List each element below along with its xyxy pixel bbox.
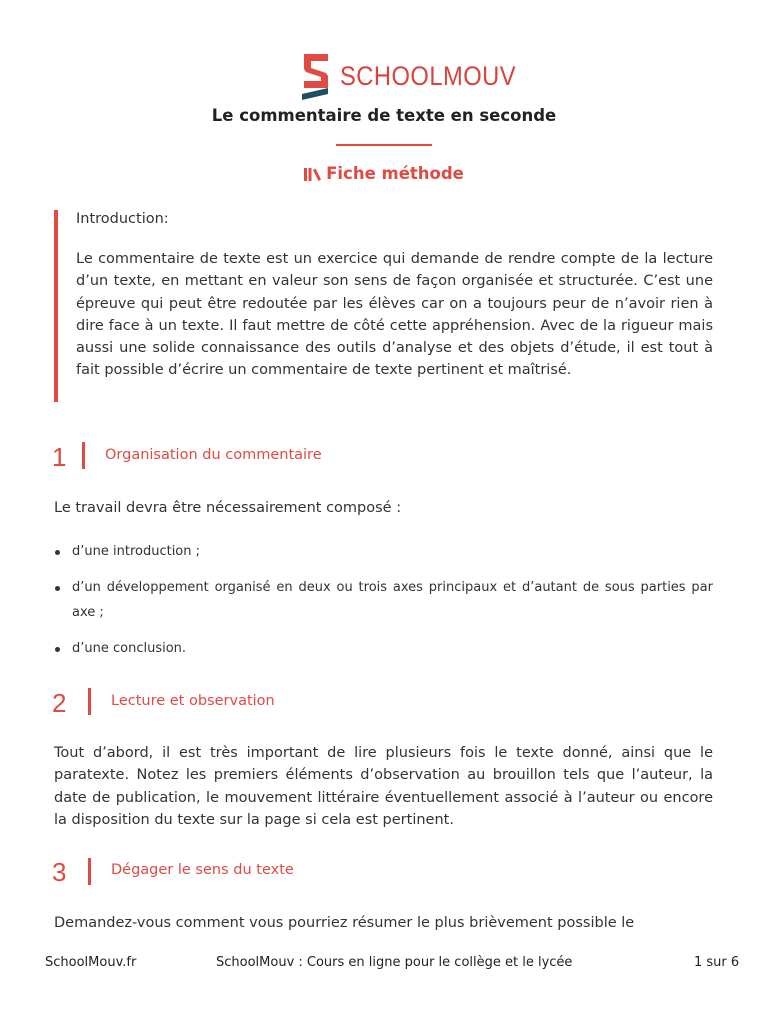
section-1-title: Organisation du commentaire bbox=[105, 447, 322, 463]
logo-s-mark-icon bbox=[298, 52, 332, 102]
section-3-bar bbox=[88, 858, 91, 885]
footer-tagline: SchoolMouv : Cours en ligne pour le collège et le lycée bbox=[216, 955, 573, 970]
section-2-text: Tout d’abord, il est très important de lire plusieurs fois le texte donné, ainsi que le paratexte. Notez les premiers éléments d’observation au brouillon tels que l’auteur, la date de publication, le mouvement littéraire éventuellement associé à l’auteur ou encore la disposition du texte sur la page si cela est pertinent. bbox=[54, 745, 713, 828]
footer-site-link[interactable]: SchoolMouv.fr bbox=[45, 955, 137, 970]
section-2-number: 2 bbox=[52, 688, 67, 718]
section-2-bar bbox=[88, 688, 91, 715]
page-indicator: 1 sur 6 bbox=[694, 955, 740, 970]
intro-label: Introduction: bbox=[76, 211, 169, 227]
intro-text: Le commentaire de texte est un exercice qui demande de rendre compte de la lecture d’un texte, en mettant en valeur son sens de façon organisée et structurée. C’est une épreuve qui peut être redoutée par les élèves car on a toujours peur de n’avoir rien à dire face à un texte. Il faut mettre de côté cette appréhension. Avec de la rigueur mais aussi une solide connaissance des outils d’analyse et des objets d’étude, il est tout à fait possible d’écrire un commentaire de texte pertinent et maîtrisé. bbox=[76, 251, 713, 379]
section-3-text: Demandez-vous comment vous pourriez résumer le plus brièvement possible le bbox=[54, 915, 635, 931]
section-3-title: Dégager le sens du texte bbox=[111, 862, 294, 878]
list-item: d’une conclusion. bbox=[54, 636, 713, 661]
section-1-text: Le travail devra être nécessairement composé : bbox=[54, 500, 402, 516]
books-icon bbox=[304, 167, 322, 181]
section-1-bar bbox=[82, 442, 85, 469]
section-1-list bbox=[54, 539, 713, 672]
fiche-label: Fiche méthode bbox=[326, 164, 464, 183]
document-title: Le commentaire de texte en seconde bbox=[211, 106, 557, 125]
intro-accent-bar bbox=[54, 210, 58, 402]
section-3-number: 3 bbox=[52, 857, 67, 887]
section-2-title: Lecture et observation bbox=[111, 693, 275, 709]
list-item: d’une introduction ; bbox=[54, 539, 713, 564]
fiche-heading bbox=[0, 164, 768, 183]
title-divider bbox=[336, 144, 432, 146]
section-1-number: 1 bbox=[52, 442, 67, 472]
list-item: d’un développement organisé en deux ou trois axes principaux et d’autant de sous parties par axe ; bbox=[54, 575, 713, 625]
brand-name: SCHOOLMOUV bbox=[340, 61, 517, 91]
